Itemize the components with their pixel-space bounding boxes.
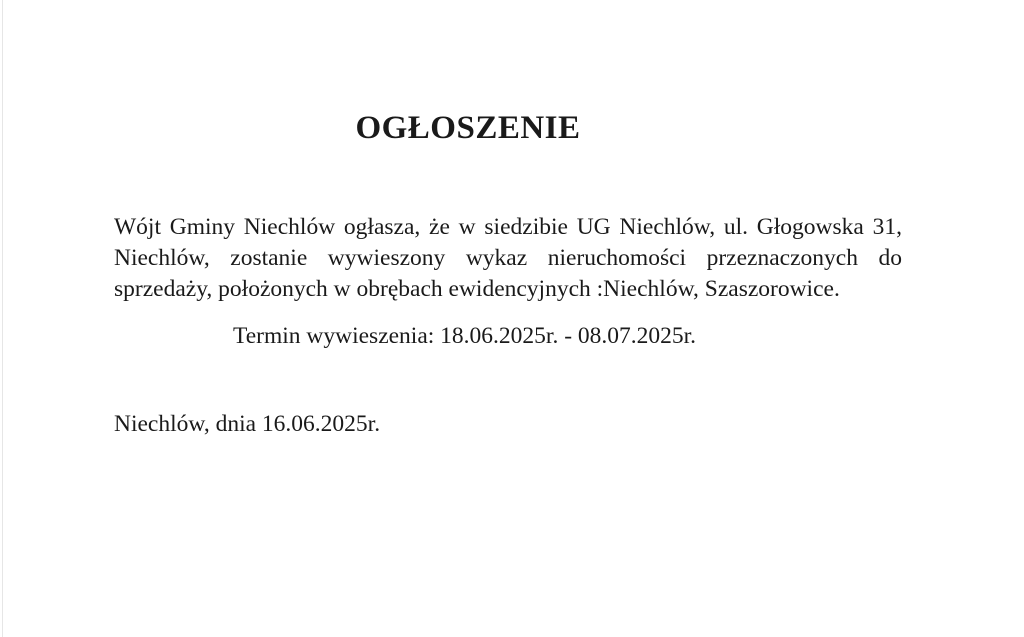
scan-edge-line [2, 0, 3, 637]
place-and-date: Niechlów, dnia 16.06.2025r. [114, 411, 381, 437]
announcement-body: Wójt Gminy Niechlów ogłasza, że w siedzibie UG Niechlów, ul. Głogowska 31, Niechlów, zostanie wywieszony wykaz nieruchomości przeznaczonych do sprzedaży, położonych w obrębach ewidencyjnych :Niechlów, Szaszorowice. [114, 214, 902, 302]
announcement-title: OGŁOSZENIE [355, 110, 581, 146]
posting-term: Termin wywieszenia: 18.06.2025r. - 08.07.2025r. [233, 323, 697, 349]
